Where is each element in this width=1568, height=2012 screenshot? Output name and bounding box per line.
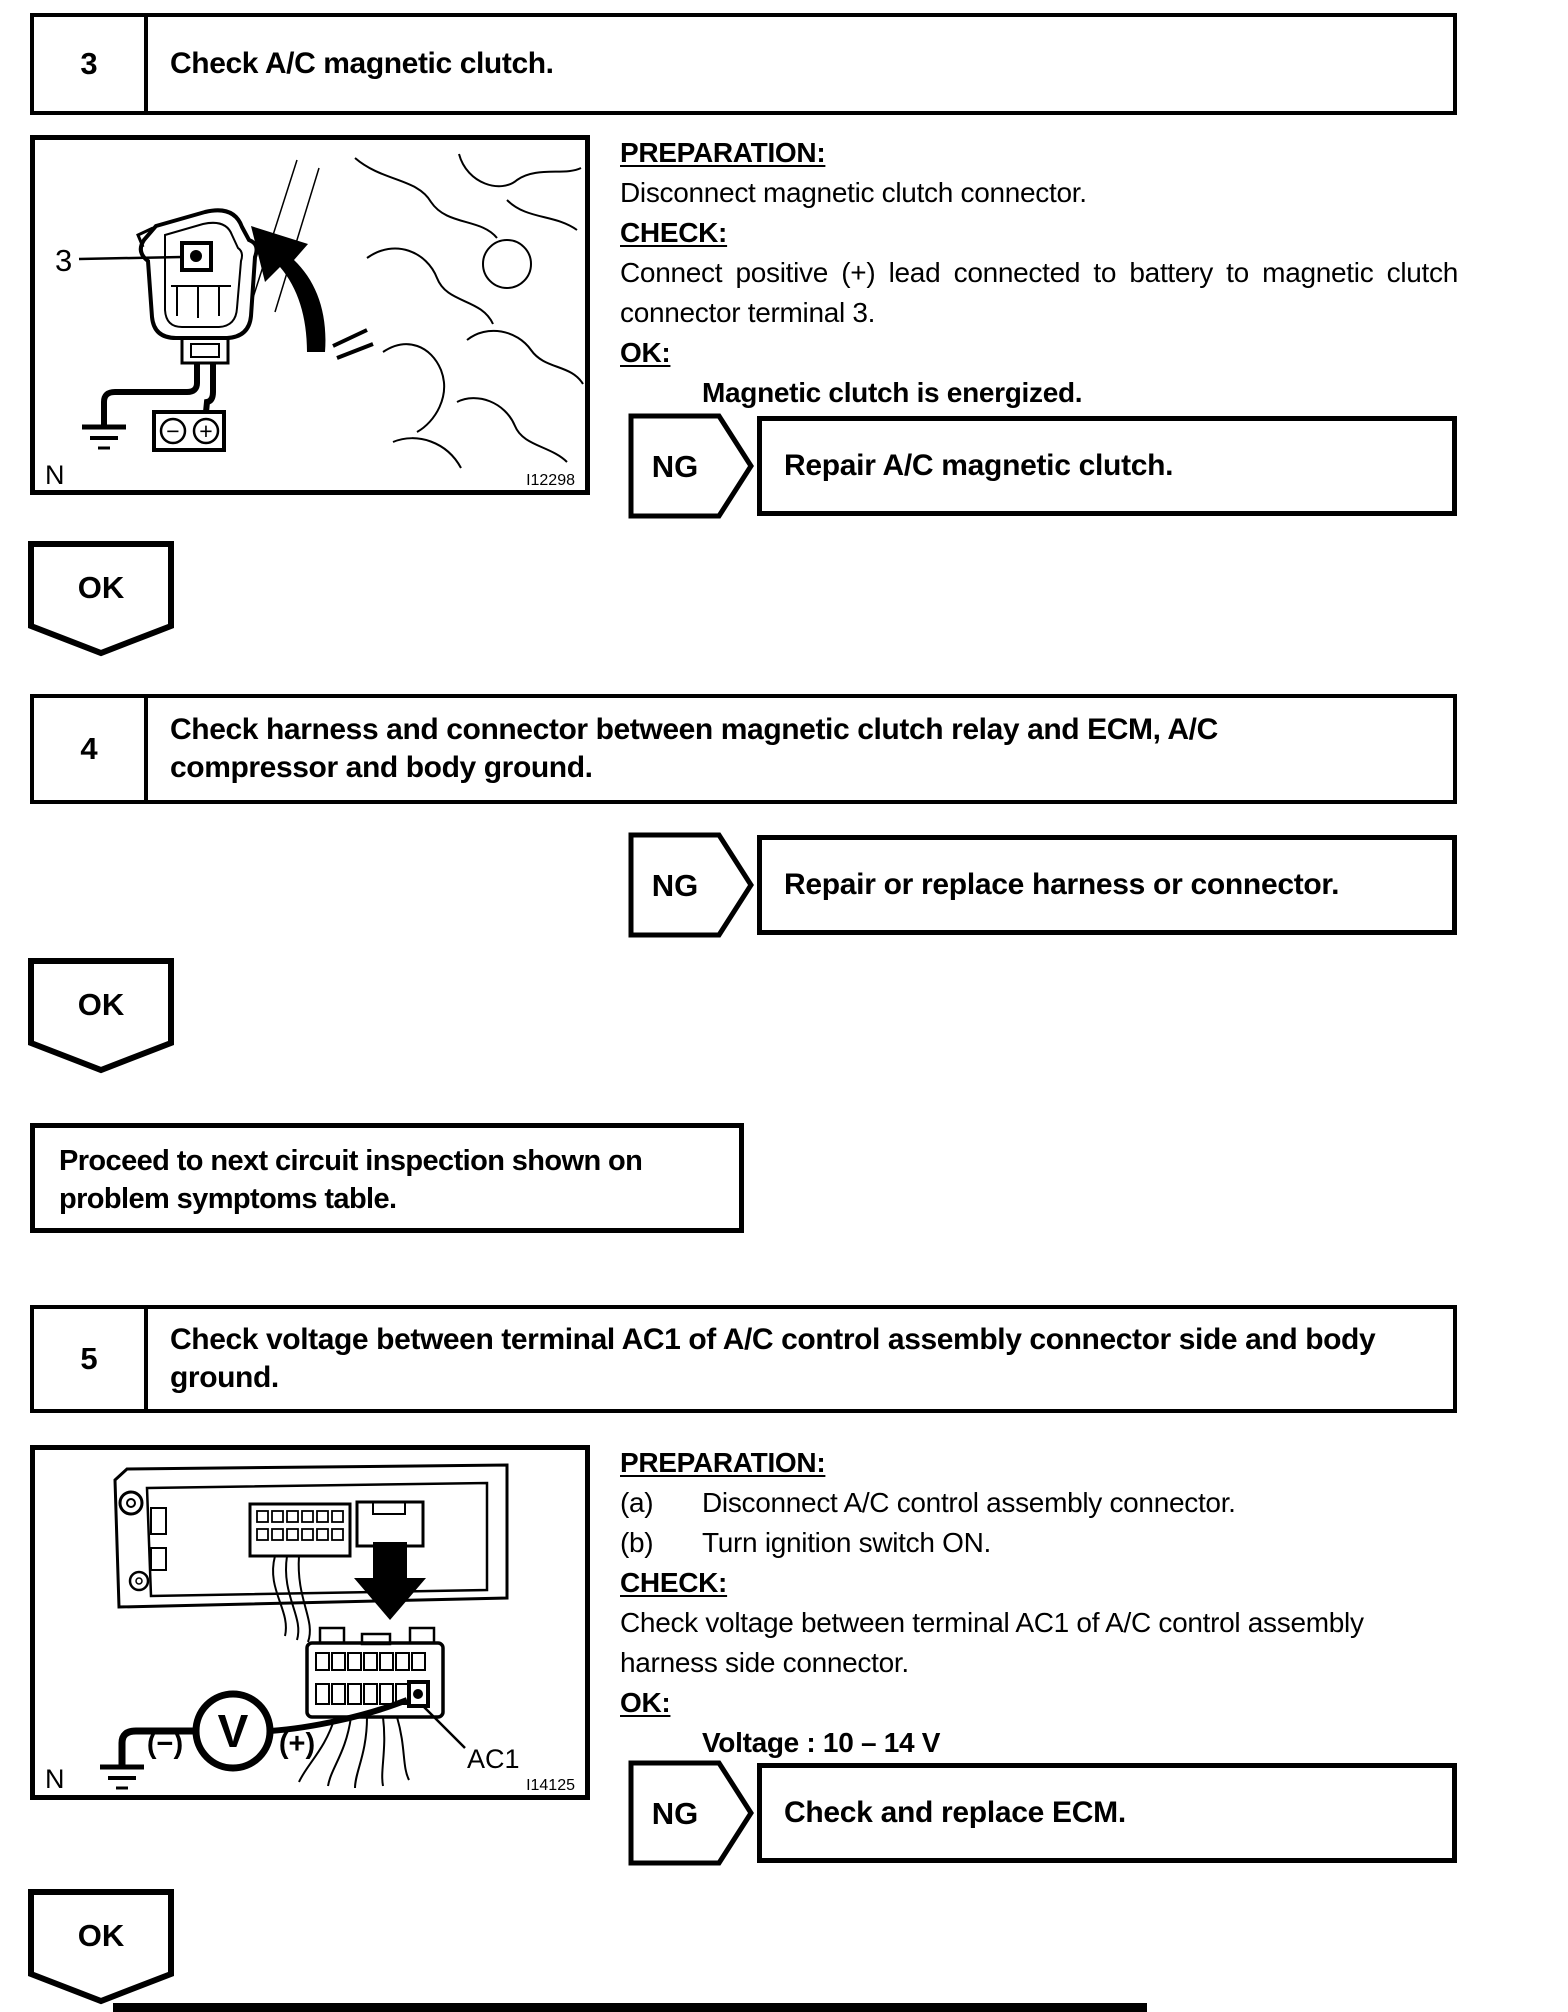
prep-item-b bbox=[620, 1523, 1458, 1563]
step5-figure-box bbox=[30, 1445, 590, 1800]
terminal-ac1-dot bbox=[413, 1689, 423, 1699]
step3-title: Check A/C magnetic clutch. bbox=[170, 47, 554, 80]
step5-number: 5 bbox=[34, 1309, 148, 1409]
ng-badge-label: NG bbox=[651, 868, 699, 903]
step5-instructions bbox=[620, 1443, 1458, 1763]
step5-title: Check voltage between terminal AC1 of A/C control assembly connector side and body ground. bbox=[170, 1323, 1376, 1394]
terminal-ac1-label: AC1 bbox=[467, 1744, 520, 1774]
ok-badge-label: OK bbox=[77, 987, 125, 1022]
step4-ok-connector bbox=[28, 958, 174, 1074]
figure-code: I12298 bbox=[526, 472, 575, 489]
next-step-box-partial bbox=[113, 2003, 1147, 2012]
prep-item-a-marker: (a) bbox=[620, 1487, 654, 1518]
step3-ok-connector bbox=[28, 541, 174, 657]
ok-condition: Magnetic clutch is energized. bbox=[702, 377, 1083, 408]
step4-number: 4 bbox=[34, 698, 148, 800]
step5-ok-connector bbox=[28, 1889, 174, 2005]
battery-symbol bbox=[154, 412, 224, 450]
step3-figure-box bbox=[30, 135, 590, 495]
step3-ng-action: Repair A/C magnetic clutch. bbox=[784, 449, 1174, 482]
down-arrow-icon bbox=[354, 1542, 426, 1620]
step4-ng-arrow bbox=[628, 832, 754, 938]
figure-code: I14125 bbox=[526, 1777, 575, 1794]
step5-header bbox=[30, 1305, 1457, 1413]
prep-item-b-marker: (b) bbox=[620, 1527, 654, 1558]
step3-instructions bbox=[620, 133, 1458, 413]
step4-ng-action-box bbox=[757, 835, 1457, 935]
step4-title: Check harness and connector between magnetic clutch relay and ECM, A/C compressor and body ground. bbox=[170, 713, 1218, 784]
voltmeter-letter: V bbox=[217, 1705, 249, 1757]
engine-compartment-lineart bbox=[251, 154, 583, 468]
prep-item-a bbox=[620, 1483, 1458, 1523]
proceed-note-box bbox=[30, 1123, 744, 1233]
ac-control-assembly-illustration bbox=[35, 1450, 585, 1795]
step5-ng-arrow bbox=[628, 1760, 754, 1866]
meter-minus-label: (−) bbox=[146, 1728, 184, 1760]
ok-badge-label: OK bbox=[77, 570, 125, 605]
check-text: Check voltage between terminal AC1 of A/C control assembly harness side connector. bbox=[620, 1607, 1364, 1678]
rotation-arrow-icon bbox=[251, 226, 325, 352]
check-label: CHECK: bbox=[620, 217, 728, 248]
terminal-3-callout: 3 bbox=[55, 243, 73, 278]
ng-badge-label: NG bbox=[651, 1796, 699, 1831]
step3-ng-action-box bbox=[757, 416, 1457, 516]
terminal-3-dot bbox=[190, 250, 202, 262]
check-label: CHECK: bbox=[620, 1567, 728, 1598]
meter-plus-label: (+) bbox=[278, 1728, 316, 1760]
preparation-label: PREPARATION: bbox=[620, 1447, 826, 1478]
prep-item-a-text: Disconnect A/C control assembly connector. bbox=[702, 1487, 1236, 1518]
step3-number: 3 bbox=[34, 17, 148, 111]
callout-leader-line bbox=[79, 257, 182, 259]
ok-label: OK: bbox=[620, 1687, 671, 1718]
preparation-text: Disconnect magnetic clutch connector. bbox=[620, 177, 1087, 208]
step5-ng-action-box bbox=[757, 1763, 1457, 1863]
control-panel-drawing bbox=[115, 1465, 507, 1642]
ok-badge-label: OK bbox=[77, 1918, 125, 1953]
battery-plus-icon: + bbox=[199, 418, 213, 444]
step3-ng-arrow bbox=[628, 413, 754, 519]
check-text: Connect positive (+) lead connected to battery to magnetic clutch connector terminal 3. bbox=[620, 257, 1458, 328]
clutch-connector-drawing bbox=[138, 210, 257, 363]
step5-ng-action: Check and replace ECM. bbox=[784, 1796, 1126, 1829]
step3-header bbox=[30, 13, 1457, 115]
step4-ng-action: Repair or replace harness or connector. bbox=[784, 868, 1340, 901]
ng-badge-label: NG bbox=[651, 449, 699, 484]
ok-spec: Voltage : 10 – 14 V bbox=[702, 1727, 941, 1758]
magnetic-clutch-illustration bbox=[35, 140, 585, 490]
prep-item-b-text: Turn ignition switch ON. bbox=[702, 1527, 991, 1558]
battery-minus-icon: − bbox=[166, 418, 180, 444]
proceed-note-text: Proceed to next circuit inspection shown on problem symptoms table. bbox=[59, 1145, 643, 1215]
figure-frame-tag: N bbox=[45, 460, 65, 490]
step4-header bbox=[30, 694, 1457, 804]
ok-label: OK: bbox=[620, 337, 671, 368]
figure-frame-tag: N bbox=[45, 1764, 65, 1794]
preparation-label: PREPARATION: bbox=[620, 137, 826, 168]
